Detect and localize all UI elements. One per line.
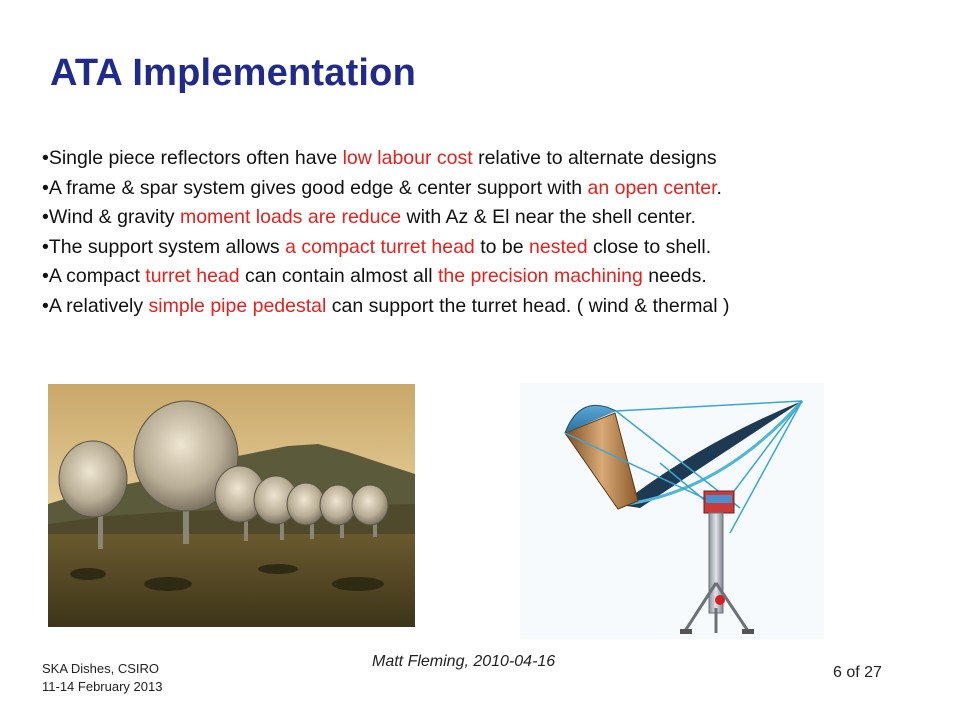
highlighted-phrase: nested: [529, 235, 588, 258]
bullet-text: •A relatively: [42, 294, 149, 317]
bullet-text: can contain almost all: [239, 265, 438, 287]
highlighted-phrase: moment loads are reduce: [179, 206, 402, 228]
bullet-text: needs.: [642, 265, 707, 287]
antenna-model-diagram: [520, 383, 824, 639]
bullet-text: •A compact: [42, 265, 146, 287]
bullet-text: .: [716, 176, 722, 199]
highlighted-phrase: an open center: [587, 176, 717, 199]
page-number: 6 of 27: [833, 664, 882, 681]
bullet-item: [42, 233, 730, 263]
footer-org-info: [42, 660, 162, 696]
bullet-item: [42, 174, 730, 204]
bullet-item: [42, 144, 730, 174]
footer-org: SKA Dishes, CSIRO: [42, 661, 160, 676]
bullet-text: relative to alternate designs: [472, 147, 717, 169]
highlighted-phrase: low labour cost: [342, 147, 473, 169]
bullet-text: •The support system allows: [42, 235, 286, 258]
highlighted-phrase: simple pipe pedestal: [148, 294, 327, 317]
bullet-text: to be: [474, 235, 529, 258]
bullet-text: with Az & El near the shell center.: [401, 206, 696, 228]
antenna-array-photo: [48, 384, 415, 627]
highlighted-phrase: turret head: [145, 265, 240, 287]
footer-author-date: Matt Fleming, 2010-04-16: [372, 653, 556, 670]
footer-dates: 11-14 February 2013: [42, 679, 163, 694]
bullet-item: [42, 292, 730, 322]
bullet-list: [42, 144, 730, 321]
bullet-text: •Single piece reflectors often have: [42, 147, 343, 169]
bullet-text: can support the turret head. ( wind & thermal ): [326, 294, 730, 317]
highlighted-phrase: the precision machining: [437, 265, 643, 287]
bullet-text: •Wind & gravity: [42, 206, 180, 228]
bullet-item: [42, 262, 730, 292]
highlighted-phrase: a compact turret head: [285, 235, 475, 258]
bullet-item: [42, 203, 730, 233]
bullet-text: close to shell.: [587, 235, 712, 258]
bullet-text: •A frame & spar system gives good edge & center support with: [42, 176, 588, 199]
slide-title: ATA Implementation: [50, 52, 417, 94]
